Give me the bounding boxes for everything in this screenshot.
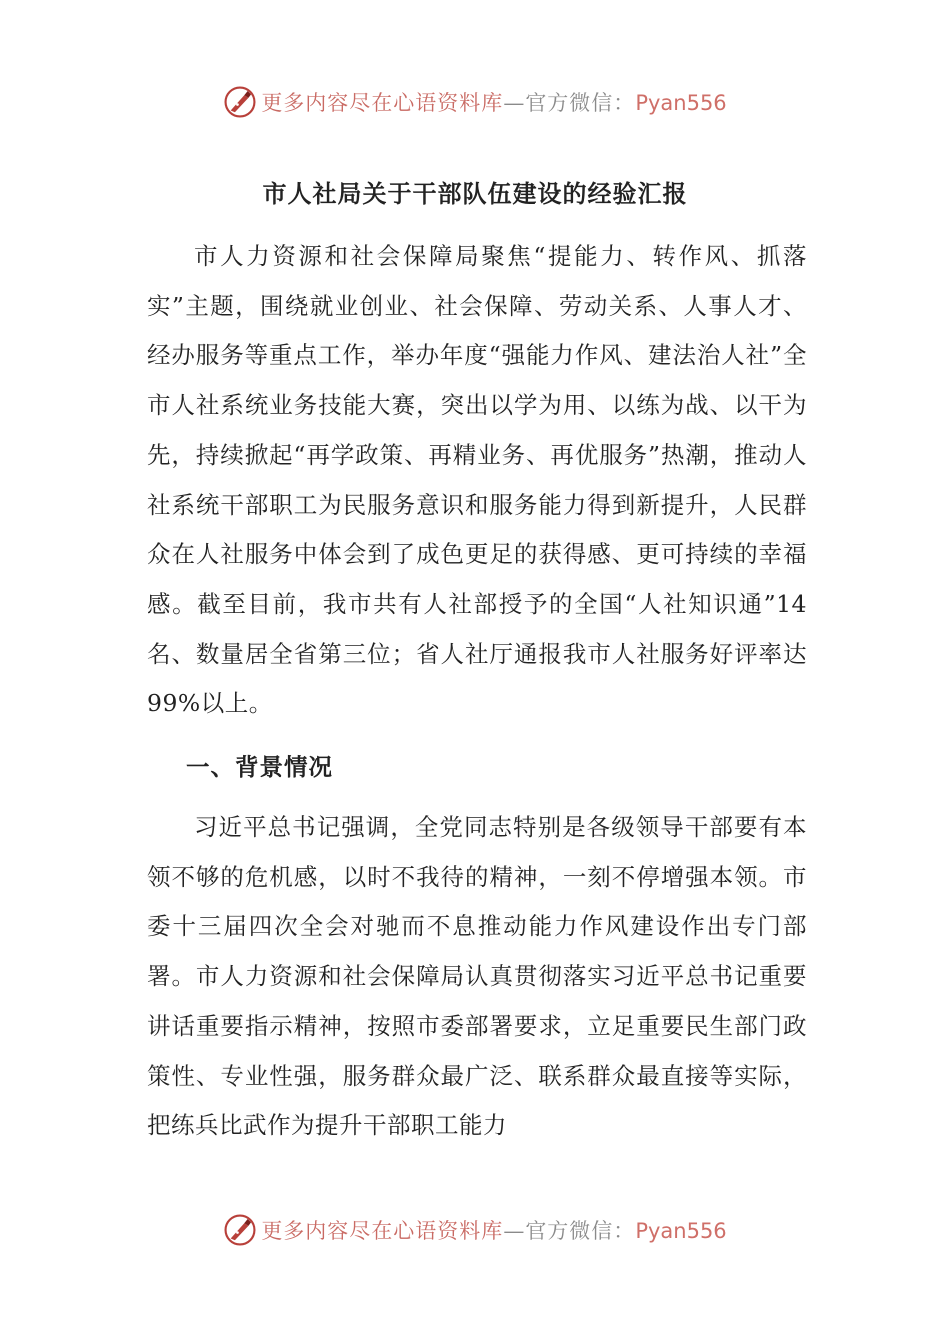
banner-id: Pyan556 bbox=[635, 91, 727, 115]
section-heading-background: 一、背景情况 bbox=[186, 753, 333, 781]
banner-dash: — bbox=[503, 91, 526, 115]
banner-label: 官方微信： bbox=[525, 1219, 636, 1243]
paragraph-intro: 市人力资源和社会保障局聚焦“提能力、转作风、抓落实”主题，围绕就业创业、社会保障、劳动关系、人事人才、经办服务等重点工作，举办年度“强能力作风、建法治人社”全市人社系统业务技能大赛，突出以学为用、以练为战、以干为先，持续掀起“再学政策、再精业务、再优服务”热潮，推动人社系统干部职工为民服务意识和服务能力得到新提升，人民群众在人社服务中体会到了成色更足的获得感、更可持续的幸福感。截至目前，我市共有人社部授予的全国“人社知识通”14名、数量居全省第三位；省人社厅通报我市人社服务好评率达99%以上。 bbox=[147, 242, 807, 718]
paragraph-background: 习近平总书记强调，全党同志特别是各级领导干部要有本领不够的危机感，以时不我待的精神，一刻不停增强本领。市委十三届四次全会对驰而不息推动能力作风建设作出专门部署。市人力资源和社会保障局认真贯彻落实习近平总书记重要讲话重要指示精神，按照市委部署要求，立足重要民生部门政策性、专业性强，服务群众最广泛、联系群众最直接等实际，把练兵比武作为提升干部职工能力 bbox=[147, 813, 807, 1140]
pen-nib-logo-icon bbox=[223, 1213, 257, 1247]
document-title: 市人社局关于干部队伍建设的经验汇报 bbox=[262, 179, 688, 208]
banner-main: 更多内容尽在心语资料库 bbox=[261, 91, 504, 115]
footer-banner bbox=[0, 1208, 950, 1252]
header-banner bbox=[0, 80, 950, 124]
banner-text bbox=[261, 87, 726, 117]
banner-text bbox=[261, 1215, 726, 1245]
banner-id: Pyan556 bbox=[635, 1219, 727, 1243]
banner-label: 官方微信： bbox=[525, 91, 636, 115]
banner-dash: — bbox=[503, 1219, 526, 1243]
pen-nib-logo-icon bbox=[223, 85, 257, 119]
banner-main: 更多内容尽在心语资料库 bbox=[261, 1219, 504, 1243]
